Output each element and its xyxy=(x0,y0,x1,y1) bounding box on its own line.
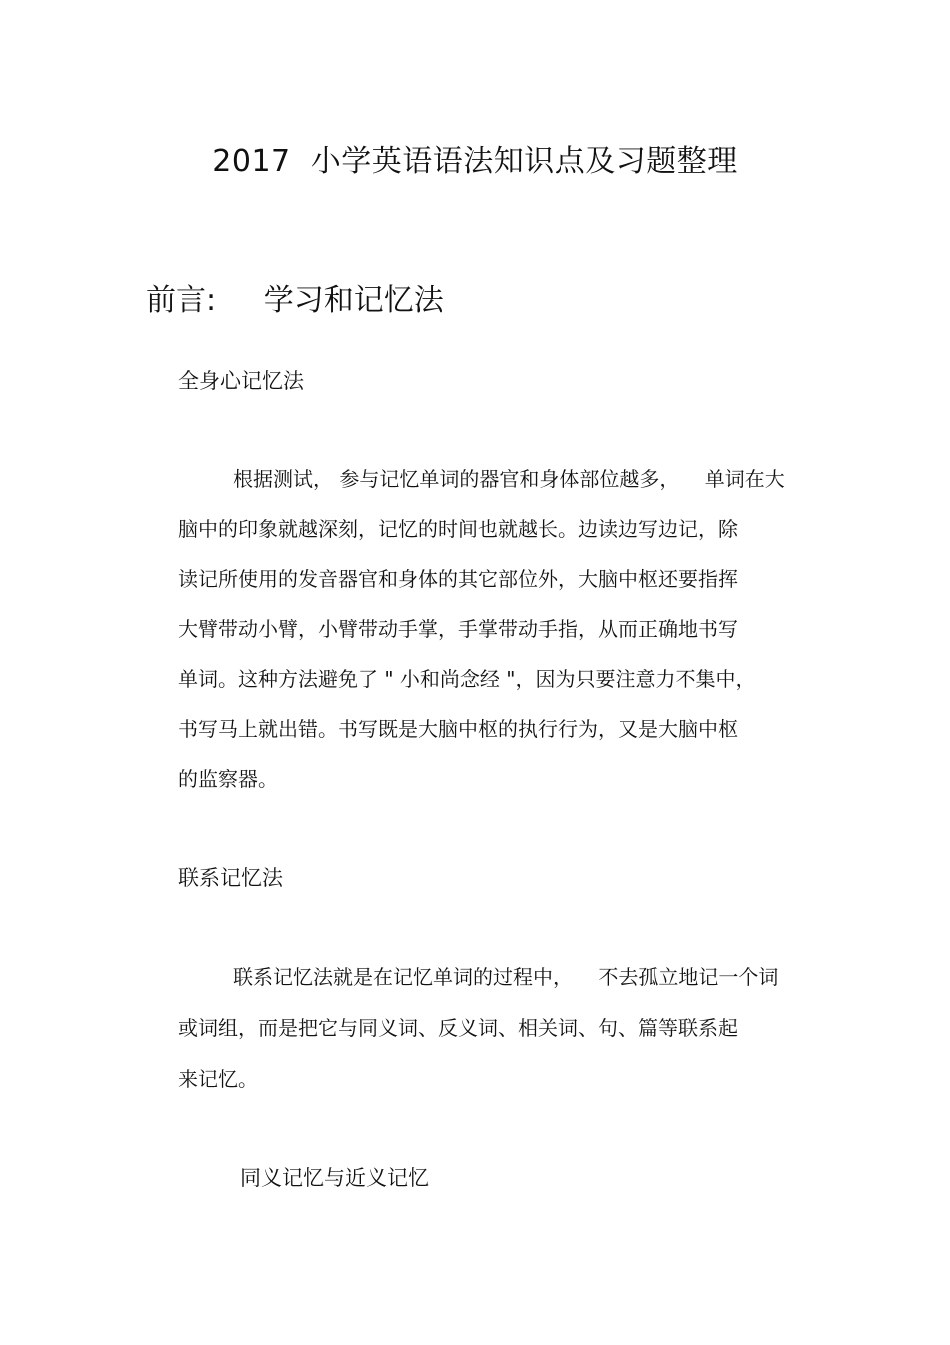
subheading-synonym-memory: 同义记忆与近义记忆 xyxy=(240,1166,429,1190)
preface-heading: 前言: 学习和记忆法 xyxy=(146,283,444,318)
paragraph-line: 单词。这种方法避免了 " 小和尚念经 "，因为只要注意力不集中， xyxy=(178,667,756,691)
paragraph-line: 或词组，而是把它与同义词、反义词、相关词、句、篇等联系起 xyxy=(178,1016,738,1040)
document-title: 2017 小学英语语法知识点及习题整理 xyxy=(212,144,738,179)
paragraph-line: 书写马上就出错。书写既是大脑中枢的执行行为，又是大脑中枢 xyxy=(178,717,738,741)
paragraph-line: 联系记忆法就是在记忆单词的过程中， 不去孤立地记一个词 xyxy=(233,965,779,989)
paragraph-line: 的监察器。 xyxy=(178,767,278,791)
section-heading-association-memory: 联系记忆法 xyxy=(178,866,283,890)
paragraph-line: 脑中的印象就越深刻，记忆的时间也就越长。边读边写边记，除 xyxy=(178,517,738,541)
paragraph-line: 来记忆。 xyxy=(178,1067,258,1091)
paragraph-line: 大臂带动小臂，小臂带动手掌，手掌带动手指，从而正确地书写 xyxy=(178,617,738,641)
section-heading-whole-body-memory: 全身心记忆法 xyxy=(178,369,304,393)
paragraph-line: 读记所使用的发音器官和身体的其它部位外，大脑中枢还要指挥 xyxy=(178,567,738,591)
paragraph-line: 根据测试， 参与记忆单词的器官和身体部位越多， 单词在大 xyxy=(233,467,785,491)
